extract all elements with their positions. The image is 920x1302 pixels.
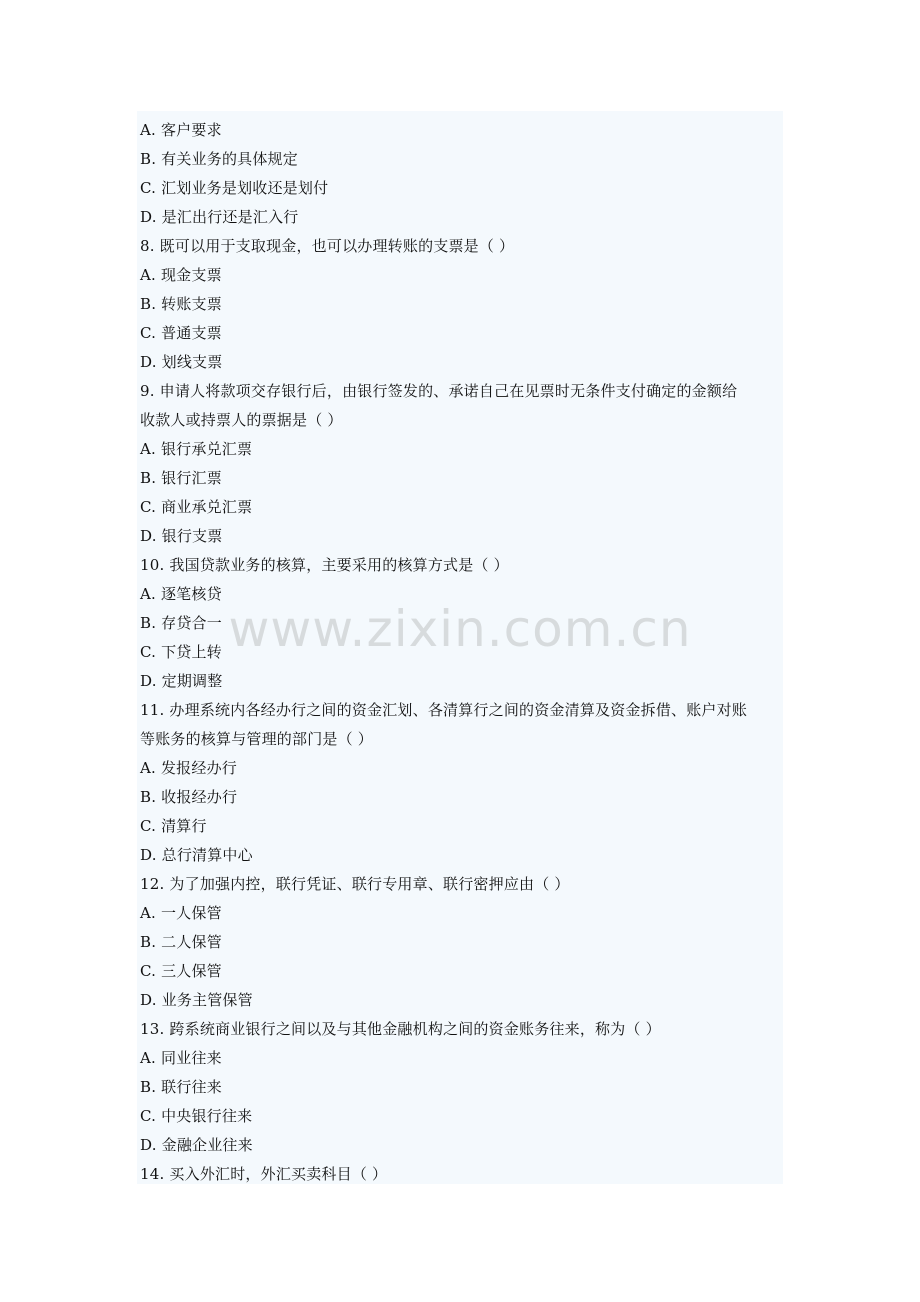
question-12: 12. 为了加强内控，联行凭证、联行专用章、联行密押应由（ ） bbox=[140, 875, 570, 893]
option-line: C. 中央银行往来 bbox=[140, 1107, 253, 1125]
option-line: D. 总行清算中心 bbox=[140, 846, 253, 864]
question-11-cont: 等账务的核算与管理的部门是（ ） bbox=[140, 730, 373, 748]
option-line: B. 联行往来 bbox=[140, 1078, 222, 1096]
option-line: B. 转账支票 bbox=[140, 295, 222, 313]
question-9-cont: 收款人或持票人的票据是（ ） bbox=[140, 411, 343, 429]
option-line: A. 发报经办行 bbox=[140, 759, 237, 777]
option-line: C. 下贷上转 bbox=[140, 643, 222, 661]
option-line: B. 收报经办行 bbox=[140, 788, 238, 806]
option-line: D. 业务主管保管 bbox=[140, 991, 253, 1009]
question-10: 10. 我国贷款业务的核算，主要采用的核算方式是（ ） bbox=[140, 556, 509, 574]
question-9: 9. 申请人将款项交存银行后，由银行签发的、承诺自己在见票时无条件支付确定的金额给 bbox=[140, 382, 738, 400]
question-14: 14. 买入外汇时，外汇买卖科目（ ） bbox=[140, 1165, 388, 1183]
option-line: B. 存贷合一 bbox=[140, 614, 222, 632]
option-line: D. 划线支票 bbox=[140, 353, 223, 371]
option-line: C. 汇划业务是划收还是划付 bbox=[140, 179, 329, 197]
option-line: C. 三人保管 bbox=[140, 962, 222, 980]
question-13: 13. 跨系统商业银行之间以及与其他金融机构之间的资金账务往来，称为（ ） bbox=[140, 1020, 661, 1038]
option-line: B. 有关业务的具体规定 bbox=[140, 150, 298, 168]
option-line: A. 银行承兑汇票 bbox=[140, 440, 253, 458]
watermark: www.zixin.com.cn bbox=[228, 600, 692, 658]
question-8: 8. 既可以用于支取现金，也可以办理转账的支票是（ ） bbox=[140, 237, 515, 255]
option-line: B. 银行汇票 bbox=[140, 469, 222, 487]
option-line: D. 定期调整 bbox=[140, 672, 223, 690]
option-line: A. 逐笔核贷 bbox=[140, 585, 222, 603]
option-line: A. 客户要求 bbox=[140, 121, 222, 139]
option-line: C. 普通支票 bbox=[140, 324, 222, 342]
question-text bbox=[140, 116, 785, 1189]
option-line: D. 是汇出行还是汇入行 bbox=[140, 208, 299, 226]
option-line: D. 银行支票 bbox=[140, 527, 223, 545]
option-line: A. 一人保管 bbox=[140, 904, 222, 922]
option-line: C. 清算行 bbox=[140, 817, 207, 835]
option-line: B. 二人保管 bbox=[140, 933, 222, 951]
option-line: A. 同业往来 bbox=[140, 1049, 222, 1067]
option-line: C. 商业承兑汇票 bbox=[140, 498, 253, 516]
question-11: 11. 办理系统内各经办行之间的资金汇划、各清算行之间的资金清算及资金拆借、账户对账 bbox=[140, 701, 748, 719]
option-line: D. 金融企业往来 bbox=[140, 1136, 253, 1154]
option-line: A. 现金支票 bbox=[140, 266, 222, 284]
